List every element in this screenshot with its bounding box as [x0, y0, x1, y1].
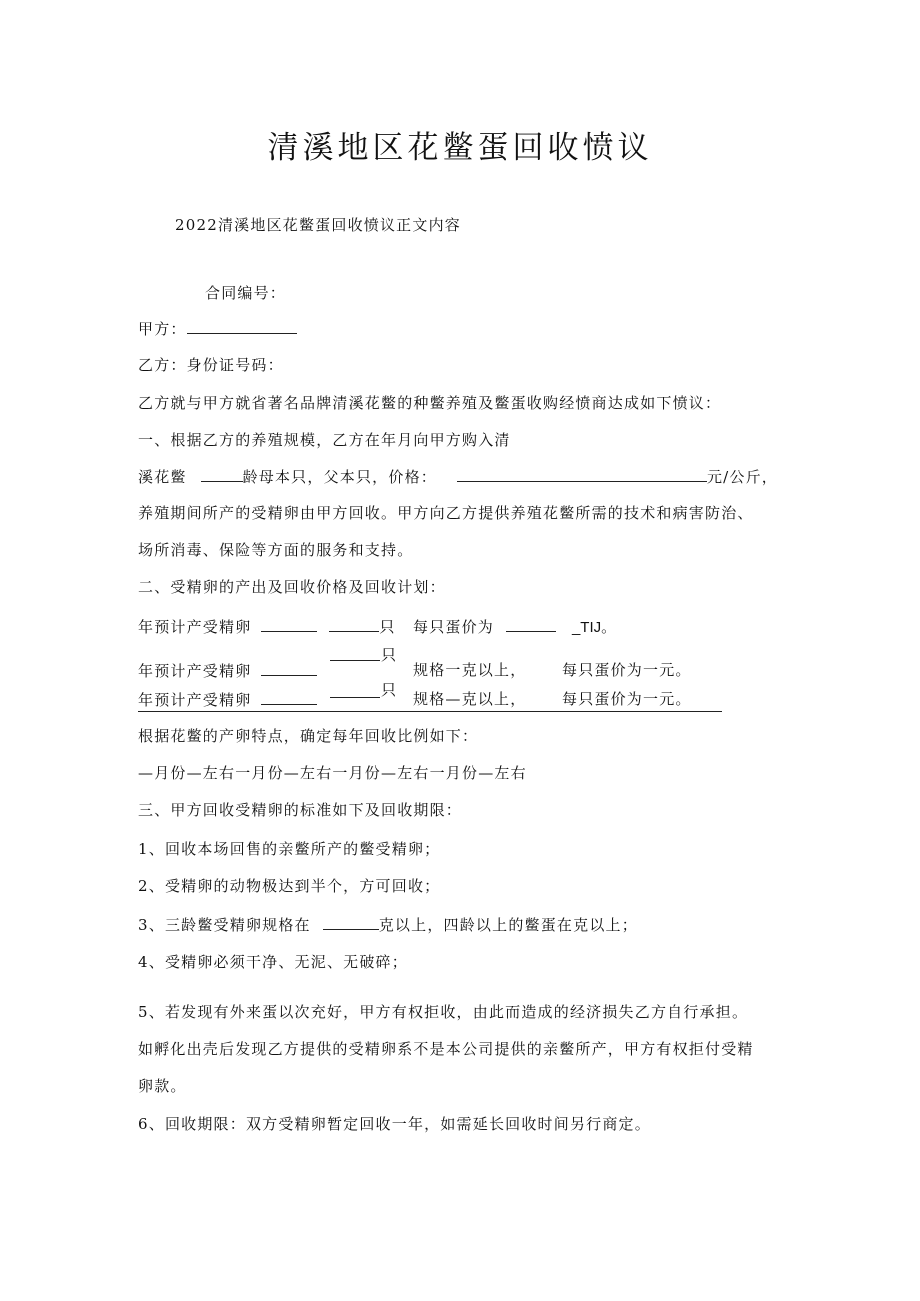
row3-blank-b: [330, 697, 380, 698]
row2-label: 年预计产受精卵: [138, 662, 252, 680]
section2-heading: 二、受精卵的产出及回收价格及回收计划：: [138, 578, 446, 596]
parents-price-text: 龄母本只，父本只，价格：: [242, 468, 437, 486]
party-a-label: 甲方：: [138, 320, 187, 338]
standard-item-5-line3: 卵款。: [138, 1077, 187, 1095]
row3-unit: 只: [381, 681, 397, 699]
section1-line3: 养殖期间所产的受精卵由甲方回收。甲方向乙方提供养殖花鳖所需的技术和病害防治、: [138, 504, 754, 522]
party-a-line: [138, 318, 297, 339]
row2-spec: 规格一克以上，: [413, 661, 527, 679]
standard-item-4: 4、受精卵必须干净、无泥、无破碎；: [138, 953, 408, 971]
standard-item-3: [138, 914, 638, 935]
table-bottom-rule: [138, 711, 722, 712]
section1-line2: [138, 466, 778, 487]
row3-label: 年预计产受精卵: [138, 691, 252, 709]
standard-item-5-line2: 如孵化出壳后发现乙方提供的受精卵系不是本公司提供的亲鳖所产，甲方有权拒付受精: [138, 1040, 754, 1058]
price-blank: [457, 466, 707, 482]
row1-price-tail: _TIJ。: [571, 619, 617, 636]
document-title: 清溪地区花鳖蛋回收愤议: [267, 130, 653, 166]
age-blank: [201, 466, 243, 482]
standard-item-6: 6、回收期限：双方受精卵暂定回收一年，如需延长回收时间另行商定。: [138, 1115, 651, 1133]
contract-number-label: 合同编号：: [205, 284, 287, 302]
row1-blank-a: [261, 616, 317, 632]
row2-blank-a: [261, 660, 317, 676]
intro-paragraph: 乙方就与甲方就省著名品牌清溪花鳖的种鳖养殖及鳖蛋收购经愤商达成如下愤议：: [138, 394, 722, 412]
row2-price: 每只蛋价为一元。: [562, 661, 692, 679]
party-a-blank: [187, 318, 297, 334]
row3-spec: 规格—克以上，: [413, 690, 527, 708]
party-b-label: 乙方：身份证号码：: [138, 356, 284, 374]
item3-prefix: 3、三龄鳖受精卵规格在: [138, 916, 311, 934]
row1-price-label: 每只蛋价为: [413, 618, 495, 636]
row2-blank-b: [330, 660, 380, 661]
standard-item-2: 2、受精卵的动物极达到半个，方可回收；: [138, 877, 441, 895]
plan-row-1: [138, 616, 396, 637]
plan-row-3: [138, 689, 317, 710]
row1-price-blank: [506, 616, 556, 632]
standard-item-5-line1: 5、若发现有外来蛋以次充好，甲方有权拒收，由此而造成的经济损失乙方自行承担。: [138, 1003, 749, 1021]
standard-item-1: 1、回收本场回售的亲鳖所产的鳖受精卵；: [138, 840, 441, 858]
row1-blank-b: [329, 616, 379, 632]
section3-heading: 三、甲方回收受精卵的标准如下及回收期限：: [138, 801, 463, 819]
row3-price: 每只蛋价为一元。: [562, 690, 692, 708]
document-subtitle: 2022清溪地区花鳖蛋回收愤议正文内容: [175, 216, 461, 234]
row1-unit: 只: [379, 618, 396, 636]
row1-price: [413, 616, 616, 638]
row1-label: 年预计产受精卵: [138, 618, 252, 636]
item3-blank: [323, 914, 379, 930]
item3-suffix: 克以上，四龄以上的鳖蛋在克以上；: [378, 916, 638, 934]
ratio-heading: 根据花鳖的产卵特点，确定每年回收比例如下：: [138, 727, 479, 745]
plan-row-2: [138, 660, 317, 681]
section1-line4: 场所消毒、保险等方面的服务和支持。: [138, 541, 414, 559]
section1-line1: 一、根据乙方的养殖规模，乙方在年月向甲方购入清: [138, 431, 511, 449]
breed-label: 溪花鳖: [138, 468, 187, 486]
row2-unit: 只: [381, 646, 397, 664]
ratio-line: —月份—左右一月份—左右一月份—左右一月份—左右: [138, 764, 527, 782]
row3-blank-a: [261, 689, 317, 705]
price-unit: 元/公斤，: [706, 468, 779, 486]
